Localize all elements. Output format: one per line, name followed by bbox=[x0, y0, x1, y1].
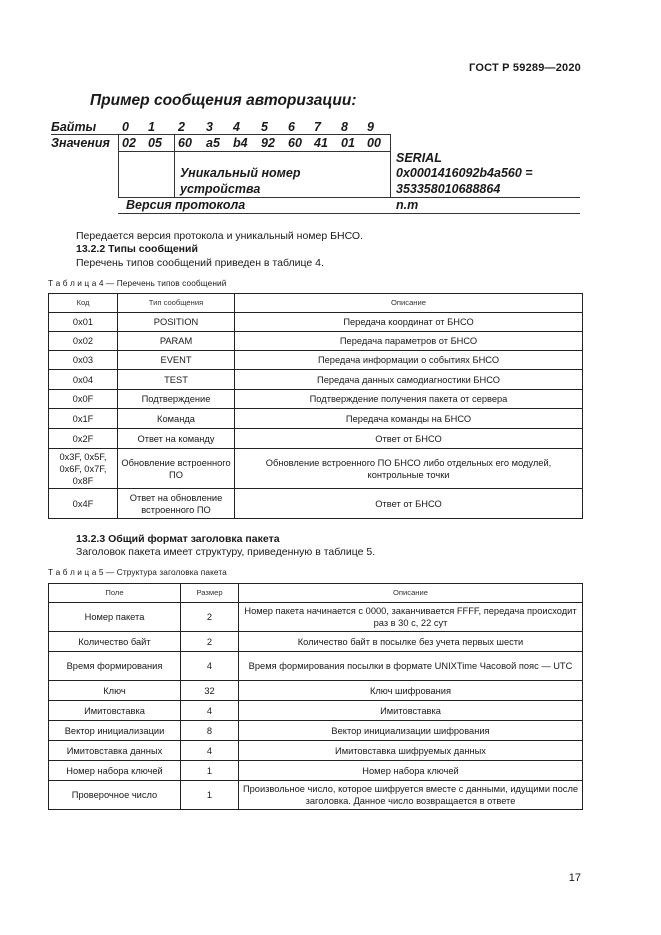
cell-description: Имитовставка bbox=[239, 701, 583, 721]
serial-line3: 353358010688864 bbox=[396, 182, 501, 196]
table4-caption: Т а б л и ц а 4 — Перечень типов сообщений bbox=[48, 278, 227, 288]
cell-type: POSITION bbox=[118, 313, 235, 332]
cell-type: Обновление встроенного ПО bbox=[118, 449, 235, 489]
column-header: Код bbox=[49, 294, 118, 313]
page-number: 17 bbox=[568, 872, 581, 884]
example-rule bbox=[51, 134, 391, 135]
cell-code: 0x3F, 0x5F, 0x6F, 0x7F, 0x8F bbox=[49, 449, 118, 489]
byte-value: 60 bbox=[288, 136, 302, 150]
cell-field: Номер пакета bbox=[49, 603, 181, 632]
column-header: Тип сообщения bbox=[118, 294, 235, 313]
cell-size: 2 bbox=[181, 603, 239, 632]
cell-field: Проверочное число bbox=[49, 781, 181, 810]
byte-index: 2 bbox=[178, 120, 185, 134]
byte-index: 4 bbox=[233, 120, 240, 134]
cell-description: Передача данных самодиагностики БНСО bbox=[235, 370, 583, 390]
serial-line2: 0x0001416092b4a560 = bbox=[396, 166, 533, 180]
cell-description: Вектор инициализации шифрования bbox=[239, 721, 583, 741]
table5-header-row bbox=[49, 584, 583, 603]
byte-index: 0 bbox=[122, 120, 129, 134]
byte-value: 02 bbox=[122, 136, 136, 150]
example-rule bbox=[118, 151, 390, 152]
cell-description: Обновление встроенного ПО БНСО либо отдельных его модулей, контрольные точки bbox=[235, 449, 583, 489]
byte-index: 5 bbox=[261, 120, 268, 134]
protocol-label: Версия протокола bbox=[126, 198, 246, 212]
cell-size: 4 bbox=[181, 701, 239, 721]
serial-line1: SERIAL bbox=[396, 151, 442, 165]
cell-type: TEST bbox=[118, 370, 235, 390]
byte-index: 1 bbox=[148, 120, 155, 134]
protocol-value: n.m bbox=[396, 198, 419, 212]
cell-description: Ключ шифрования bbox=[239, 681, 583, 701]
cell-field: Количество байт bbox=[49, 632, 181, 652]
cell-type: EVENT bbox=[118, 351, 235, 370]
column-header: Описание bbox=[235, 294, 583, 313]
table-row bbox=[49, 632, 583, 652]
cell-size: 8 bbox=[181, 721, 239, 741]
cell-code: 0x2F bbox=[49, 429, 118, 449]
cell-code: 0x01 bbox=[49, 313, 118, 332]
column-header: Описание bbox=[239, 584, 583, 603]
cell-field: Вектор инициализации bbox=[49, 721, 181, 741]
cell-code: 0x02 bbox=[49, 332, 118, 351]
cell-size: 4 bbox=[181, 652, 239, 681]
cell-code: 0x4F bbox=[49, 489, 118, 519]
cell-type: Команда bbox=[118, 409, 235, 429]
byte-index: 9 bbox=[367, 120, 374, 134]
cell-size: 2 bbox=[181, 632, 239, 652]
table5 bbox=[48, 583, 583, 810]
section-heading-13-2-2: 13.2.2 Типы сообщений bbox=[76, 243, 198, 255]
byte-index: 3 bbox=[206, 120, 213, 134]
cell-description: Произвольное число, которое шифруется вместе с данными, идущими после заголовка. Данное число возвращается в ответе bbox=[239, 781, 583, 810]
paragraph-version: Передается версия протокола и уникальный номер БНСО. bbox=[76, 230, 364, 242]
cell-type: PARAM bbox=[118, 332, 235, 351]
cell-description: Количество байт в посылке без учета первых шести bbox=[239, 632, 583, 652]
cell-code: 0x0F bbox=[49, 390, 118, 409]
byte-value: 05 bbox=[148, 136, 162, 150]
cell-description: Передача параметров от БНСО bbox=[235, 332, 583, 351]
device-id-label-line2: устройства bbox=[180, 182, 261, 196]
example-rule bbox=[390, 135, 391, 197]
cell-field: Имитовставка данных bbox=[49, 741, 181, 761]
cell-size: 1 bbox=[181, 761, 239, 781]
table-row bbox=[49, 701, 583, 721]
table-row bbox=[49, 681, 583, 701]
byte-value: 41 bbox=[314, 136, 328, 150]
paragraph-table5-ref: Заголовок пакета имеет структуру, приведенную в таблице 5. bbox=[76, 546, 376, 558]
byte-index: 6 bbox=[288, 120, 295, 134]
table5-caption: Т а б л и ц а 5 — Структура заголовка пакета bbox=[48, 567, 227, 577]
document-code: ГОСТ Р 59289—2020 bbox=[469, 62, 581, 74]
cell-description: Передача информации о событиях БНСО bbox=[235, 351, 583, 370]
cell-description: Ответ от БНСО bbox=[235, 429, 583, 449]
bytes-label: Байты bbox=[51, 120, 97, 134]
paragraph-table4-ref: Перечень типов сообщений приведен в таблице 4. bbox=[76, 257, 324, 269]
table-row bbox=[49, 781, 583, 810]
example-rule bbox=[118, 135, 119, 197]
cell-description: Ответ от БНСО bbox=[235, 489, 583, 519]
example-title: Пример сообщения авторизации: bbox=[90, 92, 357, 109]
cell-code: 0x03 bbox=[49, 351, 118, 370]
cell-size: 32 bbox=[181, 681, 239, 701]
cell-description: Передача координат от БНСО bbox=[235, 313, 583, 332]
byte-index: 8 bbox=[341, 120, 348, 134]
table-row bbox=[49, 313, 583, 332]
cell-size: 4 bbox=[181, 741, 239, 761]
cell-field: Имитовставка bbox=[49, 701, 181, 721]
table-row bbox=[49, 741, 583, 761]
byte-value: b4 bbox=[233, 136, 248, 150]
cell-size: 1 bbox=[181, 781, 239, 810]
cell-code: 0x04 bbox=[49, 370, 118, 390]
byte-value: 00 bbox=[367, 136, 381, 150]
cell-description: Имитовставка шифруемых данных bbox=[239, 741, 583, 761]
byte-value: 92 bbox=[261, 136, 275, 150]
cell-description: Передача команды на БНСО bbox=[235, 409, 583, 429]
table-row bbox=[49, 721, 583, 741]
cell-description: Номер набора ключей bbox=[239, 761, 583, 781]
cell-description: Номер пакета начинается с 0000, заканчивается FFFF, передача происходит раз в 30 с, 22 сут bbox=[239, 603, 583, 632]
table-row bbox=[49, 351, 583, 370]
table-row bbox=[49, 409, 583, 429]
cell-code: 0x1F bbox=[49, 409, 118, 429]
cell-type: Ответ на обновление встроенного ПО bbox=[118, 489, 235, 519]
table-row bbox=[49, 603, 583, 632]
byte-value: 01 bbox=[341, 136, 355, 150]
cell-description: Время формирования посылки в формате UNIXTime Часовой пояс — UTC bbox=[239, 652, 583, 681]
table-row bbox=[49, 489, 583, 519]
example-rule bbox=[118, 213, 580, 214]
table4 bbox=[48, 293, 583, 519]
table-row bbox=[49, 429, 583, 449]
table-row bbox=[49, 449, 583, 489]
byte-value: a5 bbox=[206, 136, 220, 150]
section-heading-13-2-3: 13.2.3 Общий формат заголовка пакета bbox=[76, 533, 280, 545]
table-row bbox=[49, 652, 583, 681]
table-row bbox=[49, 390, 583, 409]
cell-field: Ключ bbox=[49, 681, 181, 701]
cell-description: Подтверждение получения пакета от сервера bbox=[235, 390, 583, 409]
cell-field: Время формирования bbox=[49, 652, 181, 681]
device-id-label-line1: Уникальный номер bbox=[180, 166, 301, 180]
table-row bbox=[49, 332, 583, 351]
table-row bbox=[49, 761, 583, 781]
table-row bbox=[49, 370, 583, 390]
column-header: Размер bbox=[181, 584, 239, 603]
byte-index: 7 bbox=[314, 120, 321, 134]
cell-type: Ответ на команду bbox=[118, 429, 235, 449]
values-label: Значения bbox=[51, 136, 110, 150]
cell-field: Номер набора ключей bbox=[49, 761, 181, 781]
example-rule bbox=[174, 135, 175, 197]
byte-value: 60 bbox=[178, 136, 192, 150]
column-header: Поле bbox=[49, 584, 181, 603]
table4-header-row bbox=[49, 294, 583, 313]
cell-type: Подтверждение bbox=[118, 390, 235, 409]
